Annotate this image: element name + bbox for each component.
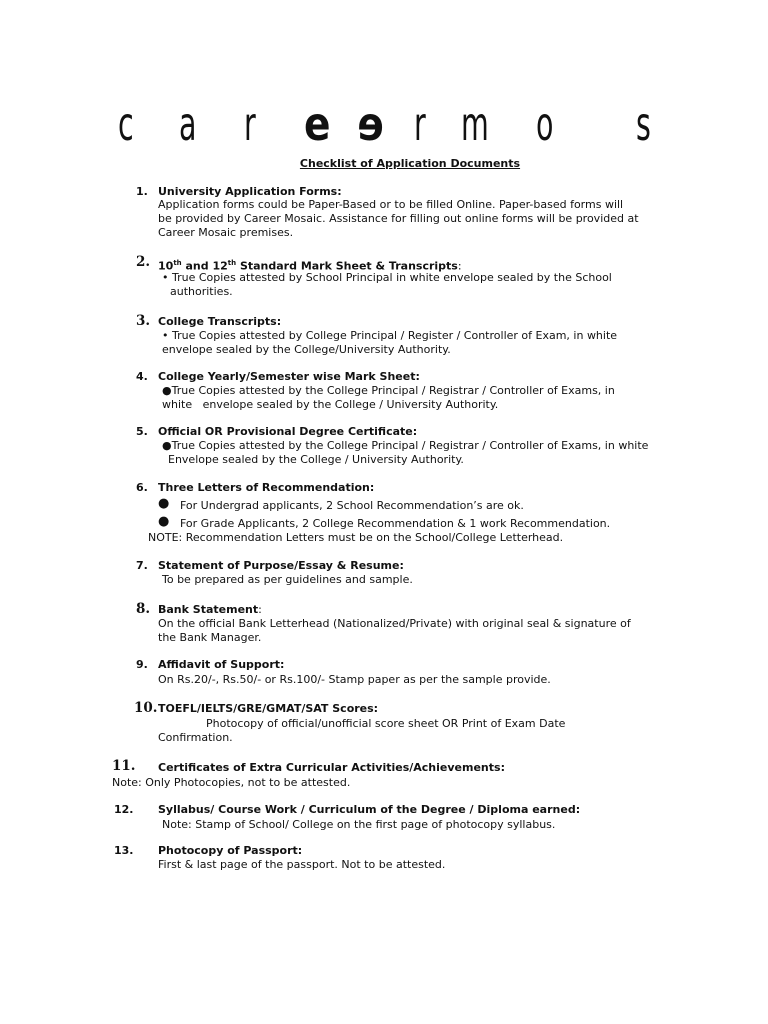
- logo-letter-s: s: [636, 97, 651, 151]
- item-heading: University Application Forms:: [158, 185, 342, 198]
- item-heading: Three Letters of Recommendation:: [158, 481, 375, 494]
- item-text: First & last page of the passport. Not to be attested.: [158, 858, 446, 871]
- item-number: 4.: [136, 370, 148, 383]
- item-text: To be prepared as per guidelines and sample.: [162, 573, 413, 586]
- logo-letter-r: r: [244, 97, 256, 151]
- bullet-icon: ●: [158, 496, 170, 511]
- item-heading: TOEFL/IELTS/GRE/GMAT/SAT Scores:: [158, 702, 379, 715]
- item-text: white envelope sealed by the College / University Authority.: [162, 398, 499, 411]
- item-bullet-text: For Grade Applicants, 2 College Recommendation & 1 work Recommendation.: [180, 517, 611, 530]
- item-text: envelope sealed by the College/University Authority.: [162, 343, 451, 356]
- logo-letter-a: a: [179, 97, 197, 151]
- bullet-icon: ●: [158, 514, 170, 529]
- item-note: Note: Stamp of School/ College on the first page of photocopy syllabus.: [162, 818, 556, 831]
- logo-letter-m: m: [461, 97, 489, 151]
- item-text: Application forms could be Paper-Based or to be filled Online. Paper-based forms will: [158, 198, 624, 211]
- item-number: 11.: [112, 758, 136, 774]
- item-text: Confirmation.: [158, 731, 233, 744]
- item-heading: Statement of Purpose/Essay & Resume:: [158, 559, 404, 572]
- item-heading: College Yearly/Semester wise Mark Sheet:: [158, 370, 420, 383]
- item-note: NOTE: Recommendation Letters must be on the School/College Letterhead.: [148, 531, 564, 544]
- item-number: 5.: [136, 425, 148, 438]
- heading-part: Bank Statement: [158, 603, 259, 616]
- item-text: the Bank Manager.: [158, 631, 262, 644]
- item-number: 8.: [136, 601, 151, 617]
- item-number: 1.: [136, 185, 148, 198]
- logo-letter-e: e: [304, 97, 331, 151]
- item-number: 7.: [136, 559, 148, 572]
- item-text: Career Mosaic premises.: [158, 226, 294, 239]
- item-note: Note: Only Photocopies, not to be attested.: [112, 776, 351, 789]
- item-text: authorities.: [170, 285, 233, 298]
- heading-colon: :: [457, 259, 462, 273]
- item-text: ●True Copies attested by the College Principal / Registrar / Controller of Exams, in: [162, 384, 615, 397]
- item-text: Envelope sealed by the College / University Authority.: [168, 453, 464, 466]
- item-text: On the official Bank Letterhead (Nationalized/Private) with original seal & signature of: [158, 617, 631, 630]
- logo-letter-e-mirrored: e: [357, 97, 384, 151]
- item-number: 6.: [136, 481, 148, 494]
- heading-part: and 12: [185, 259, 228, 273]
- heading-superscript: th: [227, 259, 237, 267]
- item-text: • True Copies attested by College Principal / Register / Controller of Exam, in white: [162, 329, 618, 342]
- item-heading: Syllabus/ Course Work / Curriculum of the Degree / Diploma earned:: [158, 803, 581, 816]
- item-bullet-text: For Undergrad applicants, 2 School Recommendation’s are ok.: [180, 499, 524, 512]
- item-number: 9.: [136, 658, 148, 671]
- item-heading: Photocopy of Passport:: [158, 844, 303, 857]
- item-heading: Official OR Provisional Degree Certificate:: [158, 425, 418, 438]
- heading-part: 10: [158, 259, 174, 273]
- item-number: 3.: [136, 313, 151, 329]
- item-text: ●True Copies attested by the College Principal / Registrar / Controller of Exams, in white: [162, 439, 649, 452]
- heading-part: Standard Mark Sheet & Transcripts: [239, 259, 458, 273]
- item-number: 12.: [114, 803, 134, 816]
- item-text: Photocopy of official/unofficial score sheet OR Print of Exam Date: [206, 717, 566, 730]
- item-text: • True Copies attested by School Principal in white envelope sealed by the School: [162, 271, 612, 284]
- document-title: Checklist of Application Documents: [299, 157, 521, 170]
- item-heading: College Transcripts:: [158, 315, 282, 328]
- heading-colon: :: [258, 603, 262, 616]
- career-mosaic-logo: [118, 96, 658, 152]
- logo-letter-r2: r: [414, 97, 426, 151]
- logo-letter-o: o: [536, 97, 554, 151]
- logo-letter-c: c: [118, 97, 134, 151]
- item-number: 13.: [114, 844, 134, 857]
- item-text: be provided by Career Mosaic. Assistance for filling out online forms will be provided at: [158, 212, 639, 225]
- heading-superscript: th: [173, 259, 182, 267]
- item-heading: Certificates of Extra Curricular Activities/Achievements:: [158, 761, 505, 774]
- item-number: 10.: [134, 700, 158, 716]
- item-number: 2.: [136, 254, 151, 270]
- item-heading: Affidavit of Support:: [158, 658, 285, 671]
- item-text: On Rs.20/-, Rs.50/- or Rs.100/- Stamp paper as per the sample provide.: [158, 673, 551, 686]
- item-heading: [158, 603, 262, 617]
